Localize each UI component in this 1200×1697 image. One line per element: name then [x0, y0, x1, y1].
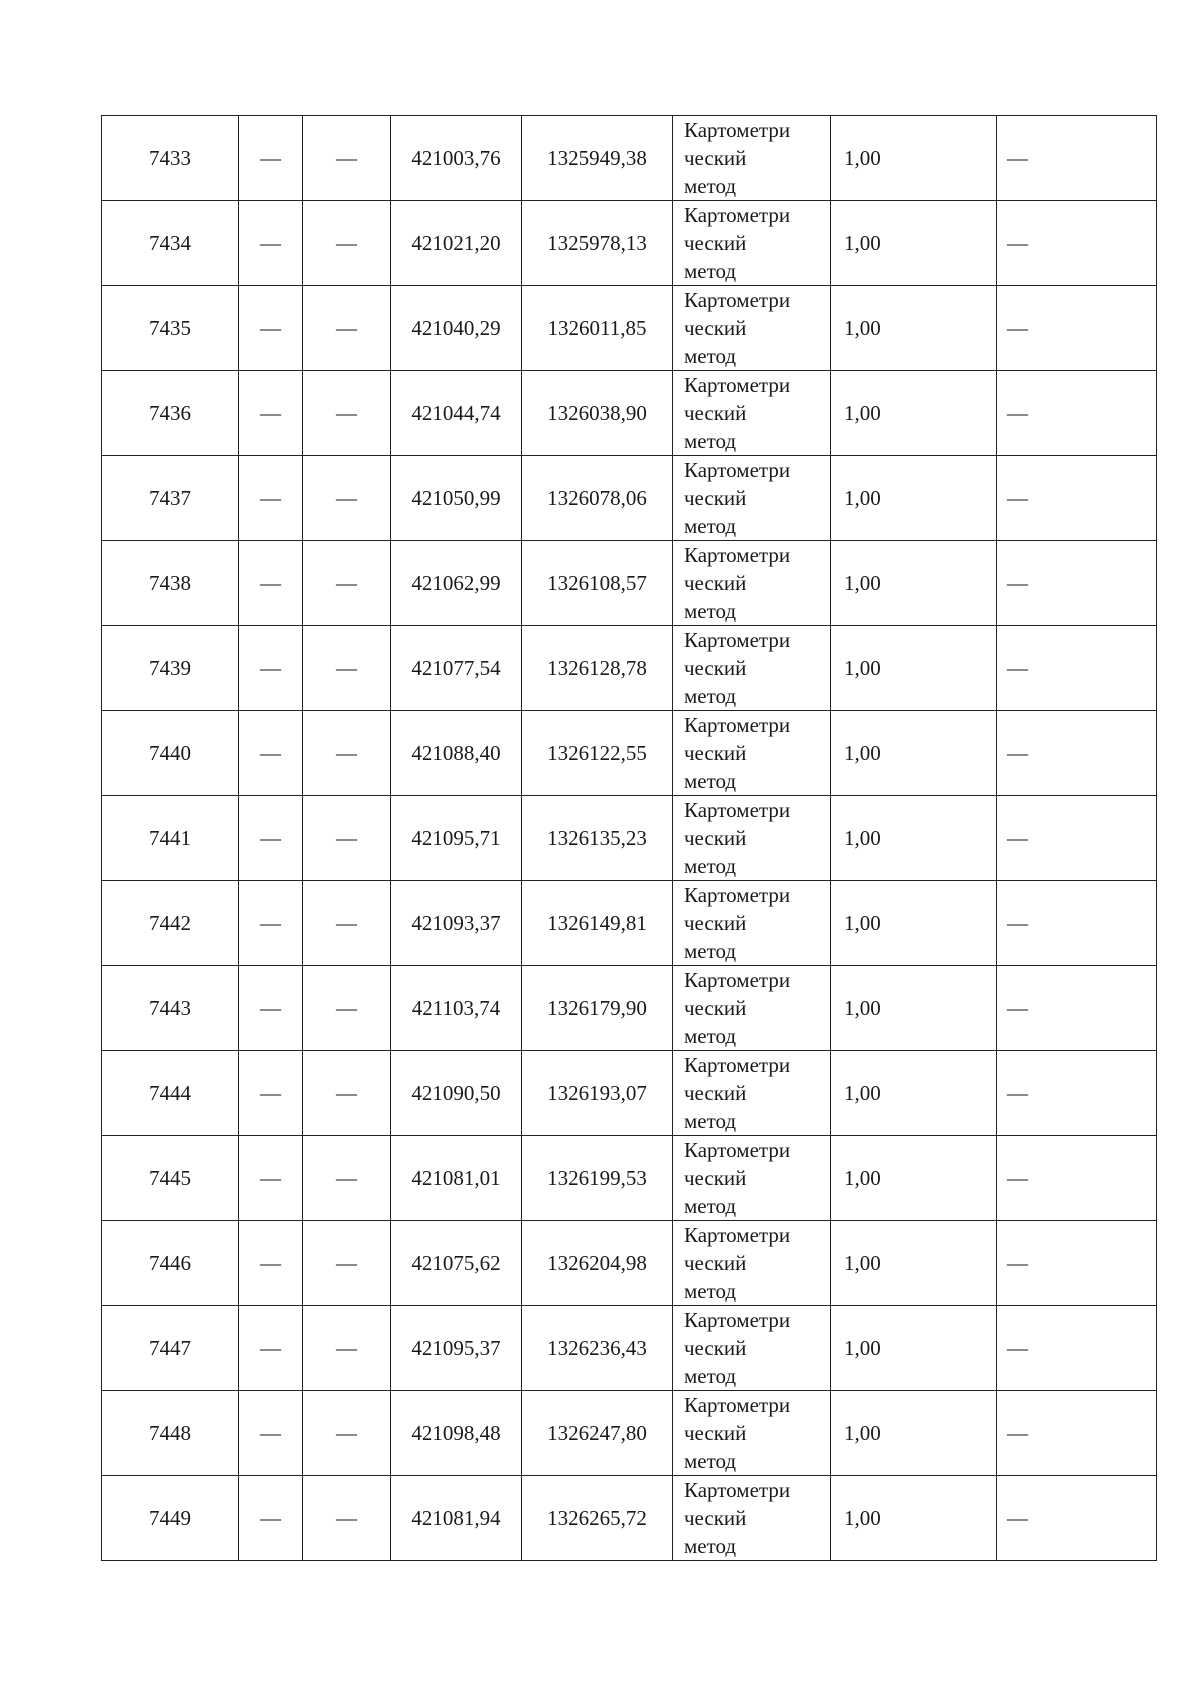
empty-dash-cell: —	[997, 1221, 1157, 1306]
table-body	[102, 116, 1157, 1561]
accuracy-cell: 1,00	[831, 1306, 997, 1391]
accuracy-cell: 1,00	[831, 1221, 997, 1306]
empty-dash-cell: —	[303, 1051, 391, 1136]
x-coordinate-cell: 421044,74	[391, 371, 522, 456]
point-number-cell: 7444	[102, 1051, 239, 1136]
x-coordinate-cell: 421081,94	[391, 1476, 522, 1561]
method-cell: Картометри ческий метод	[673, 711, 831, 796]
accuracy-cell: 1,00	[831, 1391, 997, 1476]
method-cell: Картометри ческий метод	[673, 1051, 831, 1136]
accuracy-cell: 1,00	[831, 116, 997, 201]
table-row	[102, 966, 1157, 1051]
empty-dash-cell: —	[239, 966, 303, 1051]
method-cell: Картометри ческий метод	[673, 456, 831, 541]
empty-dash-cell: —	[997, 1051, 1157, 1136]
y-coordinate-cell: 1326265,72	[522, 1476, 673, 1561]
point-number-cell: 7443	[102, 966, 239, 1051]
empty-dash-cell: —	[303, 881, 391, 966]
y-coordinate-cell: 1326247,80	[522, 1391, 673, 1476]
accuracy-cell: 1,00	[831, 286, 997, 371]
y-coordinate-cell: 1326204,98	[522, 1221, 673, 1306]
point-number-cell: 7433	[102, 116, 239, 201]
empty-dash-cell: —	[303, 541, 391, 626]
empty-dash-cell: —	[239, 1051, 303, 1136]
method-cell: Картометри ческий метод	[673, 1476, 831, 1561]
accuracy-cell: 1,00	[831, 1051, 997, 1136]
method-cell: Картометри ческий метод	[673, 1136, 831, 1221]
accuracy-cell: 1,00	[831, 1476, 997, 1561]
empty-dash-cell: —	[239, 796, 303, 881]
empty-dash-cell: —	[239, 881, 303, 966]
empty-dash-cell: —	[997, 541, 1157, 626]
method-cell: Картометри ческий метод	[673, 541, 831, 626]
empty-dash-cell: —	[997, 116, 1157, 201]
empty-dash-cell: —	[997, 1391, 1157, 1476]
empty-dash-cell: —	[997, 1476, 1157, 1561]
empty-dash-cell: —	[303, 456, 391, 541]
coordinates-table	[101, 115, 1157, 1561]
x-coordinate-cell: 421075,62	[391, 1221, 522, 1306]
empty-dash-cell: —	[997, 1306, 1157, 1391]
point-number-cell: 7442	[102, 881, 239, 966]
y-coordinate-cell: 1326108,57	[522, 541, 673, 626]
empty-dash-cell: —	[239, 1391, 303, 1476]
empty-dash-cell: —	[239, 711, 303, 796]
table-row	[102, 116, 1157, 201]
method-cell: Картометри ческий метод	[673, 966, 831, 1051]
empty-dash-cell: —	[997, 371, 1157, 456]
table-row	[102, 1306, 1157, 1391]
point-number-cell: 7446	[102, 1221, 239, 1306]
empty-dash-cell: —	[303, 1306, 391, 1391]
table-row	[102, 626, 1157, 711]
table-row	[102, 1476, 1157, 1561]
empty-dash-cell: —	[303, 966, 391, 1051]
x-coordinate-cell: 421062,99	[391, 541, 522, 626]
empty-dash-cell: —	[303, 1136, 391, 1221]
empty-dash-cell: —	[239, 541, 303, 626]
empty-dash-cell: —	[997, 1136, 1157, 1221]
table-row	[102, 1051, 1157, 1136]
method-cell: Картометри ческий метод	[673, 626, 831, 711]
accuracy-cell: 1,00	[831, 456, 997, 541]
method-cell: Картометри ческий метод	[673, 1221, 831, 1306]
table-row	[102, 456, 1157, 541]
table-row	[102, 711, 1157, 796]
y-coordinate-cell: 1326193,07	[522, 1051, 673, 1136]
empty-dash-cell: —	[997, 966, 1157, 1051]
empty-dash-cell: —	[239, 116, 303, 201]
empty-dash-cell: —	[997, 286, 1157, 371]
accuracy-cell: 1,00	[831, 711, 997, 796]
method-cell: Картометри ческий метод	[673, 1391, 831, 1476]
empty-dash-cell: —	[997, 711, 1157, 796]
empty-dash-cell: —	[303, 286, 391, 371]
accuracy-cell: 1,00	[831, 541, 997, 626]
empty-dash-cell: —	[303, 1476, 391, 1561]
table-row	[102, 1136, 1157, 1221]
table-row	[102, 796, 1157, 881]
point-number-cell: 7440	[102, 711, 239, 796]
point-number-cell: 7435	[102, 286, 239, 371]
table-row	[102, 1391, 1157, 1476]
table-row	[102, 541, 1157, 626]
y-coordinate-cell: 1326122,55	[522, 711, 673, 796]
point-number-cell: 7447	[102, 1306, 239, 1391]
empty-dash-cell: —	[303, 201, 391, 286]
empty-dash-cell: —	[997, 201, 1157, 286]
x-coordinate-cell: 421093,37	[391, 881, 522, 966]
x-coordinate-cell: 421103,74	[391, 966, 522, 1051]
accuracy-cell: 1,00	[831, 626, 997, 711]
y-coordinate-cell: 1326236,43	[522, 1306, 673, 1391]
empty-dash-cell: —	[997, 881, 1157, 966]
accuracy-cell: 1,00	[831, 371, 997, 456]
method-cell: Картометри ческий метод	[673, 371, 831, 456]
empty-dash-cell: —	[997, 626, 1157, 711]
point-number-cell: 7436	[102, 371, 239, 456]
empty-dash-cell: —	[997, 796, 1157, 881]
empty-dash-cell: —	[303, 1221, 391, 1306]
method-cell: Картометри ческий метод	[673, 881, 831, 966]
empty-dash-cell: —	[303, 371, 391, 456]
empty-dash-cell: —	[239, 1221, 303, 1306]
accuracy-cell: 1,00	[831, 881, 997, 966]
x-coordinate-cell: 421090,50	[391, 1051, 522, 1136]
x-coordinate-cell: 421081,01	[391, 1136, 522, 1221]
point-number-cell: 7438	[102, 541, 239, 626]
table-row	[102, 1221, 1157, 1306]
y-coordinate-cell: 1326199,53	[522, 1136, 673, 1221]
method-cell: Картометри ческий метод	[673, 116, 831, 201]
y-coordinate-cell: 1326078,06	[522, 456, 673, 541]
point-number-cell: 7448	[102, 1391, 239, 1476]
x-coordinate-cell: 421095,37	[391, 1306, 522, 1391]
accuracy-cell: 1,00	[831, 201, 997, 286]
y-coordinate-cell: 1326149,81	[522, 881, 673, 966]
empty-dash-cell: —	[997, 456, 1157, 541]
accuracy-cell: 1,00	[831, 796, 997, 881]
x-coordinate-cell: 421050,99	[391, 456, 522, 541]
empty-dash-cell: —	[239, 371, 303, 456]
x-coordinate-cell: 421077,54	[391, 626, 522, 711]
y-coordinate-cell: 1325978,13	[522, 201, 673, 286]
x-coordinate-cell: 421088,40	[391, 711, 522, 796]
empty-dash-cell: —	[239, 1476, 303, 1561]
point-number-cell: 7434	[102, 201, 239, 286]
x-coordinate-cell: 421040,29	[391, 286, 522, 371]
point-number-cell: 7449	[102, 1476, 239, 1561]
method-cell: Картометри ческий метод	[673, 286, 831, 371]
y-coordinate-cell: 1326179,90	[522, 966, 673, 1051]
empty-dash-cell: —	[239, 201, 303, 286]
accuracy-cell: 1,00	[831, 1136, 997, 1221]
method-cell: Картометри ческий метод	[673, 1306, 831, 1391]
table-row	[102, 201, 1157, 286]
x-coordinate-cell: 421098,48	[391, 1391, 522, 1476]
point-number-cell: 7437	[102, 456, 239, 541]
empty-dash-cell: —	[239, 626, 303, 711]
x-coordinate-cell: 421021,20	[391, 201, 522, 286]
accuracy-cell: 1,00	[831, 966, 997, 1051]
empty-dash-cell: —	[303, 626, 391, 711]
y-coordinate-cell: 1326128,78	[522, 626, 673, 711]
empty-dash-cell: —	[239, 286, 303, 371]
y-coordinate-cell: 1326135,23	[522, 796, 673, 881]
point-number-cell: 7441	[102, 796, 239, 881]
empty-dash-cell: —	[303, 116, 391, 201]
point-number-cell: 7445	[102, 1136, 239, 1221]
x-coordinate-cell: 421095,71	[391, 796, 522, 881]
point-number-cell: 7439	[102, 626, 239, 711]
empty-dash-cell: —	[303, 1391, 391, 1476]
y-coordinate-cell: 1325949,38	[522, 116, 673, 201]
empty-dash-cell: —	[239, 1306, 303, 1391]
y-coordinate-cell: 1326038,90	[522, 371, 673, 456]
table-row	[102, 371, 1157, 456]
empty-dash-cell: —	[303, 796, 391, 881]
x-coordinate-cell: 421003,76	[391, 116, 522, 201]
method-cell: Картометри ческий метод	[673, 796, 831, 881]
table-row	[102, 881, 1157, 966]
empty-dash-cell: —	[239, 456, 303, 541]
method-cell: Картометри ческий метод	[673, 201, 831, 286]
empty-dash-cell: —	[303, 711, 391, 796]
table-row	[102, 286, 1157, 371]
y-coordinate-cell: 1326011,85	[522, 286, 673, 371]
empty-dash-cell: —	[239, 1136, 303, 1221]
